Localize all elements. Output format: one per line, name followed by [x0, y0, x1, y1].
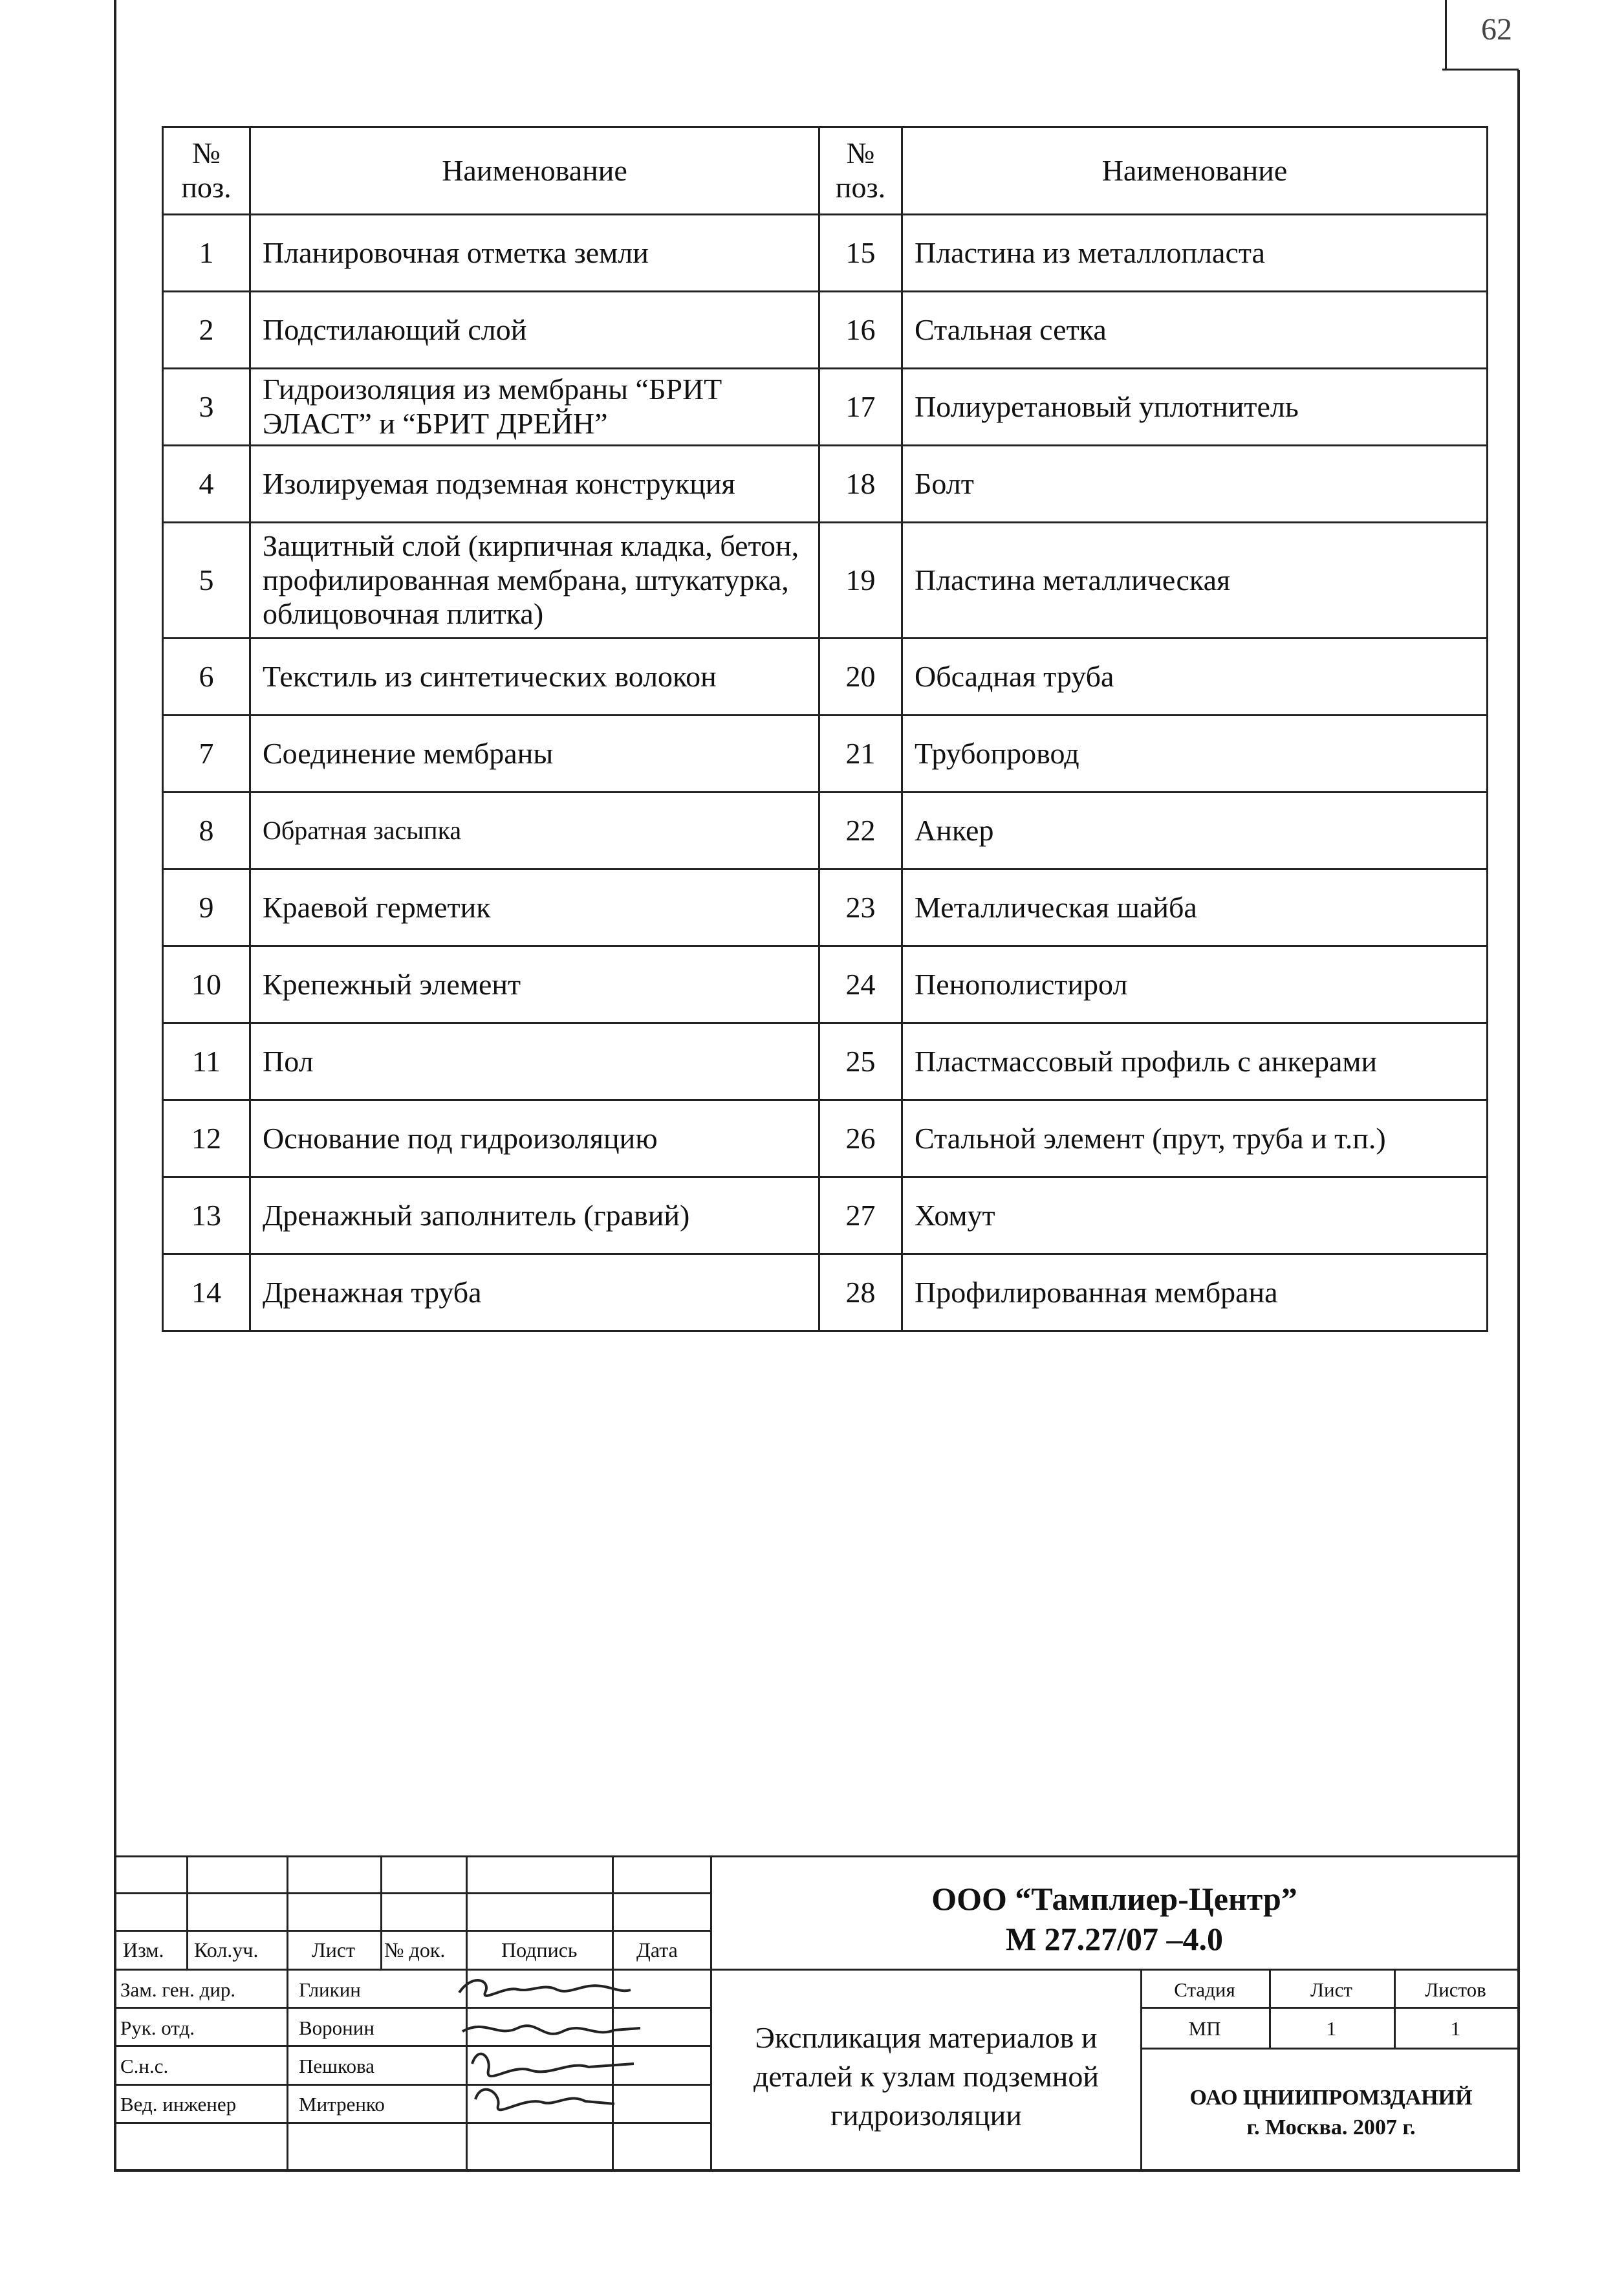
sheet-value: 1	[1326, 2017, 1337, 2040]
name-cell: Пластина металлическая	[902, 523, 1488, 639]
table-header-row	[163, 127, 1488, 215]
staff-role: Вед. инженер	[120, 2093, 237, 2116]
name-cell: Пластмассовый профиль с анкерами	[902, 1023, 1488, 1100]
table-row	[163, 446, 1488, 523]
name-cell: Краевой герметик	[250, 869, 819, 946]
table-row	[163, 1100, 1488, 1177]
pos-cell: 23	[819, 869, 902, 946]
header-name-left: Наименование	[250, 127, 819, 215]
table-row	[163, 639, 1488, 716]
pos-cell: 1	[163, 215, 250, 292]
pos-cell: 20	[819, 639, 902, 716]
institute-name: ОАО ЦНИИПРОМЗДАНИЙ	[1189, 2086, 1473, 2110]
staff-name: Митренко	[299, 2093, 385, 2116]
sheet-label: Лист	[1310, 1978, 1352, 2001]
table-row	[163, 215, 1488, 292]
tb-line	[1140, 2048, 1517, 2050]
col-list: Лист	[312, 1938, 356, 1962]
header-pos-left: № поз.	[163, 127, 250, 215]
staff-name: Пешкова	[299, 2055, 374, 2077]
table-row	[163, 1023, 1488, 1100]
tb-line	[114, 1930, 710, 1932]
pos-cell: 16	[819, 292, 902, 369]
name-cell: Текстиль из синтетических волокон	[250, 639, 819, 716]
name-cell: Изолируемая подземная конструкция	[250, 446, 819, 523]
table-row	[163, 946, 1488, 1023]
frame-right-border	[1517, 70, 1520, 2170]
name-cell: Металлическая шайба	[902, 869, 1488, 946]
name-cell: Стальная сетка	[902, 292, 1488, 369]
pos-cell: 15	[819, 215, 902, 292]
table-row	[163, 292, 1488, 369]
name-cell: Дренажный заполнитель (гравий)	[250, 1177, 819, 1254]
pos-cell: 13	[163, 1177, 250, 1254]
explication-table	[162, 126, 1488, 1332]
col-no-dok: № док.	[384, 1938, 446, 1962]
pos-cell: 28	[819, 1254, 902, 1331]
name-cell: Дренажная труба	[250, 1254, 819, 1331]
name-cell: Полиуретановый уплотнитель	[902, 369, 1488, 446]
pos-cell: 25	[819, 1023, 902, 1100]
pos-cell: 6	[163, 639, 250, 716]
stage-label: Стадия	[1174, 1978, 1235, 2001]
table-row	[163, 793, 1488, 869]
table-row	[163, 1254, 1488, 1331]
col-podpis: Подпись	[501, 1938, 578, 1962]
name-cell: Основание под гидроизоляцию	[250, 1100, 819, 1177]
pos-cell: 24	[819, 946, 902, 1023]
table-row	[163, 369, 1488, 446]
pos-cell: 19	[819, 523, 902, 639]
pos-cell: 12	[163, 1100, 250, 1177]
name-cell: Пенополистирол	[902, 946, 1488, 1023]
institute-block	[1145, 2083, 1517, 2143]
pos-cell: 9	[163, 869, 250, 946]
name-cell: Анкер	[902, 793, 1488, 869]
pos-cell: 8	[163, 793, 250, 869]
tb-line	[114, 1855, 1517, 1857]
pos-cell: 26	[819, 1100, 902, 1177]
table-row	[163, 1177, 1488, 1254]
organization-name: ООО “Тамплиер-Центр”	[931, 1881, 1297, 1917]
header-pos-right: № поз.	[819, 127, 902, 215]
pos-cell: 10	[163, 946, 250, 1023]
name-cell: Пол	[250, 1023, 819, 1100]
tb-line	[186, 1855, 188, 1969]
staff-role: С.н.с.	[120, 2055, 169, 2077]
sheets-value: 1	[1450, 2017, 1461, 2040]
stage-value: МП	[1188, 2017, 1221, 2040]
pos-cell: 14	[163, 1254, 250, 1331]
pos-cell: 7	[163, 716, 250, 793]
document-code: М 27.27/07 –4.0	[1005, 1921, 1224, 1957]
frame-left-border	[114, 0, 116, 2170]
pos-cell: 27	[819, 1177, 902, 1254]
name-cell: Трубопровод	[902, 716, 1488, 793]
pos-cell: 11	[163, 1023, 250, 1100]
page-number: 62	[1481, 12, 1512, 47]
name-cell: Стальной элемент (прут, труба и т.п.)	[902, 1100, 1488, 1177]
staff-name: Воронин	[299, 2017, 374, 2039]
col-kol-uch: Кол.уч.	[194, 1938, 259, 1962]
pos-cell: 17	[819, 369, 902, 446]
staff-role: Рук. отд.	[120, 2017, 195, 2039]
name-cell: Болт	[902, 446, 1488, 523]
name-cell: Гидроизоляция из мембраны “БРИТ ЭЛАСТ” и “БРИТ ДРЕЙН”	[250, 369, 819, 446]
tb-line	[380, 1855, 382, 1969]
sheets-label: Листов	[1425, 1978, 1486, 2001]
header-name-right: Наименование	[902, 127, 1488, 215]
tb-line	[114, 1892, 710, 1894]
pos-cell: 4	[163, 446, 250, 523]
frame-bottom-border	[114, 2169, 1520, 2172]
name-cell: Подстилающий слой	[250, 292, 819, 369]
table-row	[163, 523, 1488, 639]
tb-line	[114, 1969, 1517, 1971]
pos-cell: 5	[163, 523, 250, 639]
name-cell: Крепежный элемент	[250, 946, 819, 1023]
tb-line	[287, 1855, 288, 2169]
name-cell: Планировочная отметка земли	[250, 215, 819, 292]
name-cell: Соединение мембраны	[250, 716, 819, 793]
staff-name: Гликин	[299, 1978, 361, 2001]
pos-cell: 2	[163, 292, 250, 369]
staff-role: Зам. ген. дир.	[120, 1978, 236, 2001]
name-cell: Пластина из металлопласта	[902, 215, 1488, 292]
frame-top-stub	[1442, 69, 1519, 71]
signatures-image	[446, 1967, 640, 2128]
pos-cell: 21	[819, 716, 902, 793]
pos-cell: 3	[163, 369, 250, 446]
name-cell: Обсадная труба	[902, 639, 1488, 716]
name-cell: Профилированная мембрана	[902, 1254, 1488, 1331]
pos-cell: 18	[819, 446, 902, 523]
name-cell: Хомут	[902, 1177, 1488, 1254]
pos-cell: 22	[819, 793, 902, 869]
col-izm: Изм.	[123, 1938, 164, 1962]
city-year: г. Москва. 2007 г.	[1246, 2115, 1416, 2139]
table-row	[163, 716, 1488, 793]
document-title: Экспликация материалов и деталей к узлам подземной гидроизоляции	[753, 2021, 1099, 2132]
name-cell: Защитный слой (кирпичная кладка, бетон, профилированная мембрана, штукатурка, облицовочная плитка)	[250, 523, 819, 639]
name-cell: Обратная засыпка	[250, 793, 819, 869]
col-data: Дата	[636, 1938, 678, 1962]
table-row	[163, 869, 1488, 946]
tb-line	[1140, 2007, 1517, 2009]
